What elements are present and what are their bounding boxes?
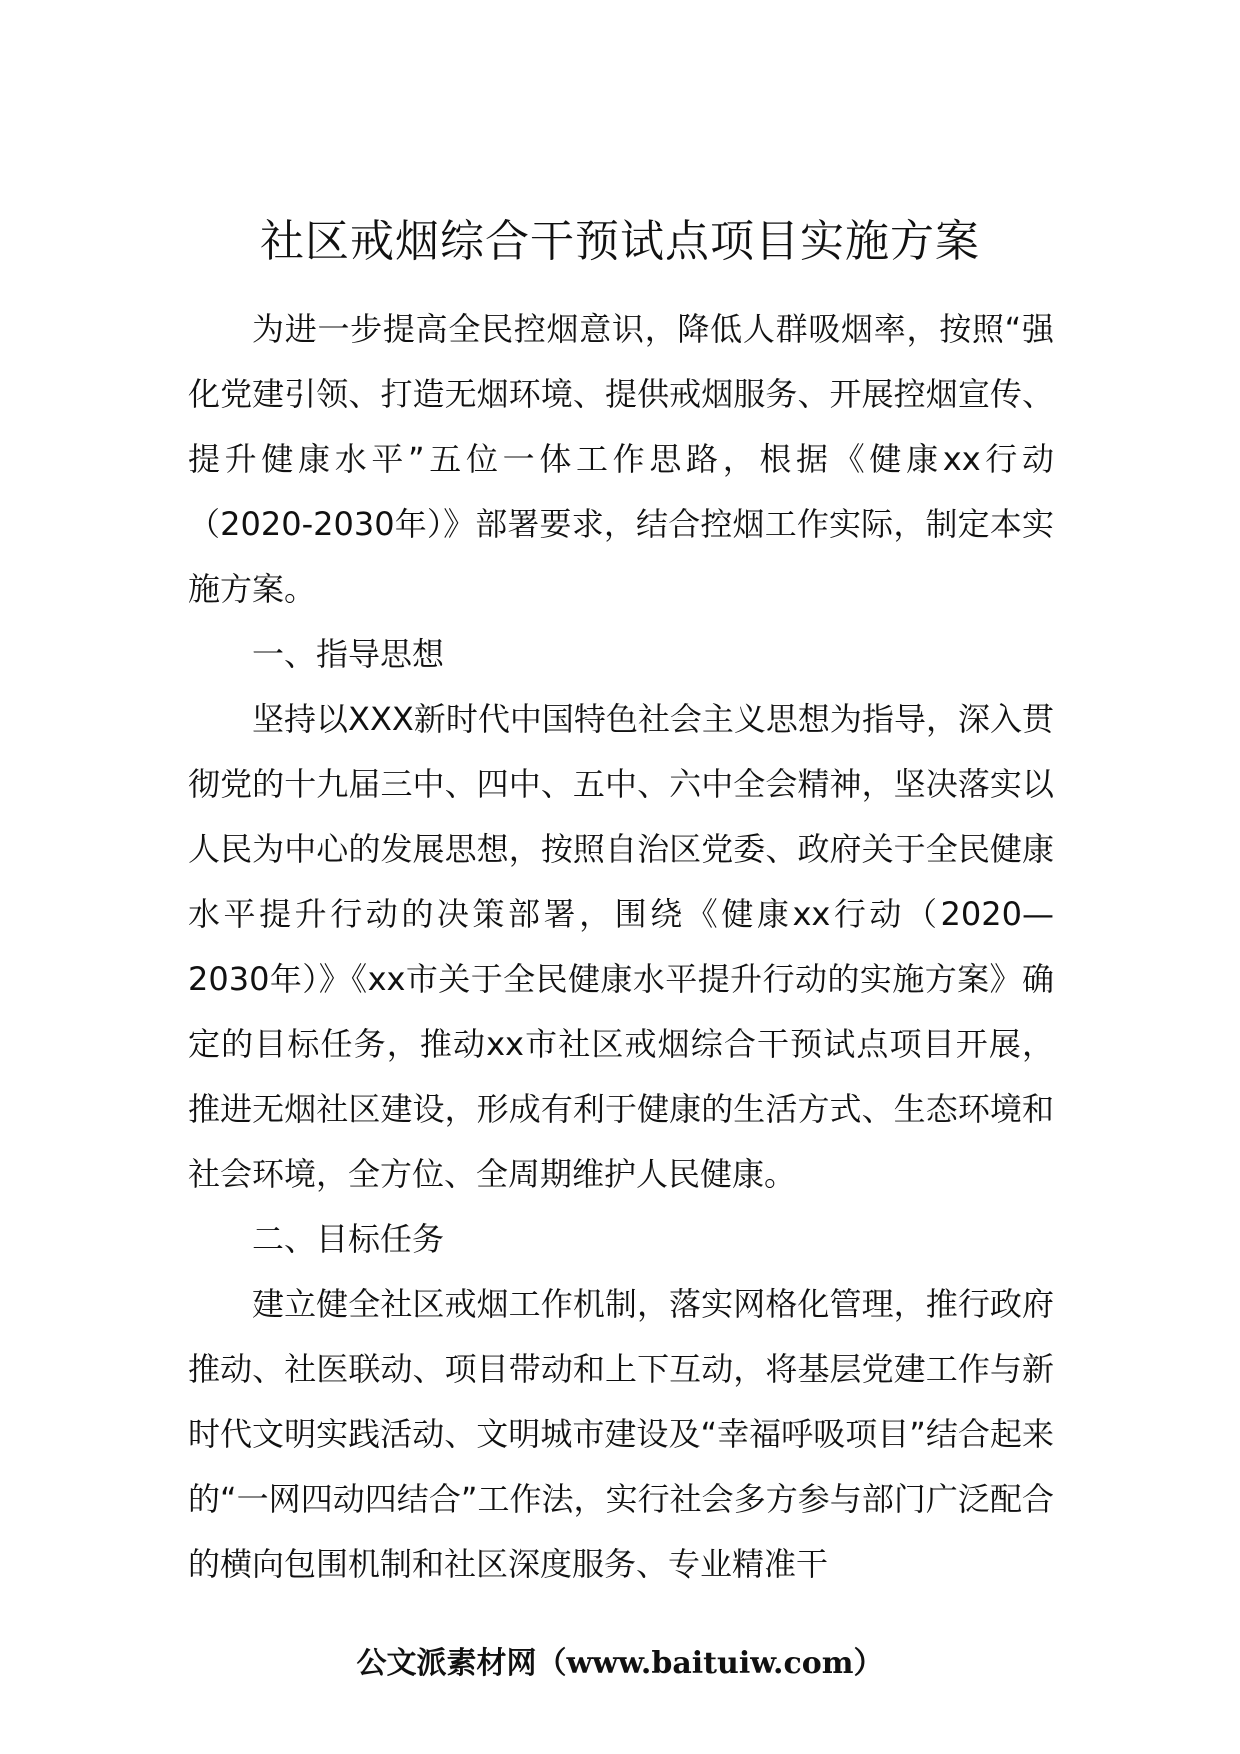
footer-watermark: 公文派素材网（www.baituiw.com）	[356, 1646, 884, 1681]
section-paragraph-guiding-ideology: 坚持以XXX新时代中国特色社会主义思想为指导，深入贯彻党的十九届三中、四中、五中、六中全会精神，坚决落实以人民为中心的发展思想，按照自治区党委、政府关于全民健康水平提升行动的决策部署，围绕《健康xx行动（2020—2030年）》《xx市关于全民健康水平提升行动的实施方案》确定的目标任务，推动xx市社区戒烟综合干预试点项目开展，推进无烟社区建设，形成有利于健康的生活方式、生态环境和社会环境，全方位、全周期维护人民健康。	[188, 700, 1054, 1193]
intro-paragraph: 为进一步提高全民控烟意识，降低人群吸烟率，按照“强化党建引领、打造无烟环境、提供戒烟服务、开展控烟宣传、提升健康水平”五位一体工作思路，根据《健康xx行动（2020-2030年）》部署要求，结合控烟工作实际，制定本实施方案。	[188, 310, 1054, 608]
section-paragraph-goals-tasks: 建立健全社区戒烟工作机制，落实网格化管理，推行政府推动、社医联动、项目带动和上下互动，将基层党建工作与新时代文明实践活动、文明城市建设及“幸福呼吸项目”结合起来的“一网四动四结合”工作法，实行社会多方参与部门广泛配合的横向包围机制和社区深度服务、专业精准干	[188, 1285, 1054, 1583]
document-title: 社区戒烟综合干预试点项目实施方案	[260, 216, 980, 267]
document-body	[188, 297, 1054, 1597]
section-heading-goals-tasks: 二、目标任务	[252, 1220, 445, 1258]
section-heading-guiding-ideology: 一、指导思想	[252, 635, 445, 673]
